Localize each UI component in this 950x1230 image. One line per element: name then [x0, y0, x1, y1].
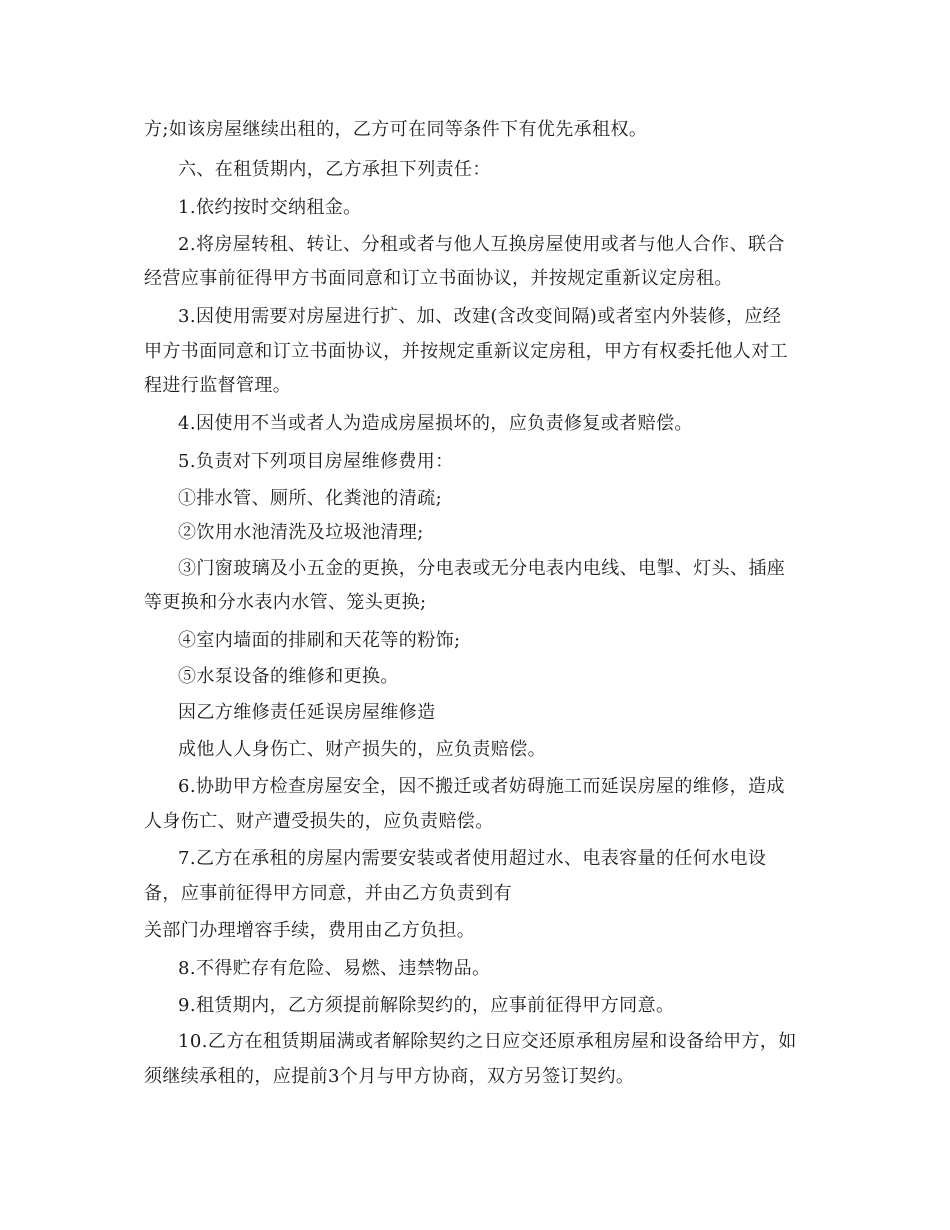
item-5: ⑤水泵设备的维修和更换。	[178, 666, 399, 687]
item-4: ④室内墙面的排刷和天花等的粉饰;	[178, 630, 461, 651]
clause-6: 6.协助甲方检查房屋安全，因不搬迁或者妨碍施工而延误房屋的维修，造成	[178, 776, 785, 797]
item-3: ③门窗玻璃及小五金的更换，分电表或无分电表内电线、电掣、灯头、插座	[178, 558, 786, 579]
section-heading-6: 六、在租赁期内，乙方承担下列责任：	[178, 159, 491, 180]
clause-4: 4.因使用不当或者人为造成房屋损坏的，应负责修复或者赔偿。	[178, 413, 693, 434]
clause-8: 8.不得贮存有危险、易燃、违禁物品。	[178, 958, 491, 979]
paragraph-line: 须继续承租的，应提前3个月与甲方协商，双方另签订契约。	[144, 1066, 635, 1087]
paragraph-line: 甲方书面同意和订立书面协议，并按规定重新议定房租，甲方有权委托他人对工	[144, 341, 788, 362]
paragraph-line: 因乙方维修责任延误房屋维修造	[178, 702, 436, 723]
clause-1: 1.依约按时交纳租金。	[178, 197, 362, 218]
clause-5: 5.负责对下列项目房屋维修费用：	[178, 451, 454, 472]
paragraph-line: 备，应事前征得甲方同意，并由乙方负责到有	[144, 883, 512, 904]
paragraph-line: 程进行监督管理。	[144, 375, 292, 396]
paragraph-line: 方;如该房屋继续出租的，乙方可在同等条件下有优先承租权。	[144, 119, 648, 140]
paragraph-line: 关部门办理增容手续，费用由乙方负担。	[144, 920, 476, 941]
paragraph-line: 经营应事前征得甲方书面同意和订立书面协议，并按规定重新议定房租。	[144, 268, 733, 289]
item-1: ①排水管、厕所、化粪池的清疏;	[178, 488, 443, 509]
paragraph-line: 人身伤亡、财产遭受损失的，应负责赔偿。	[144, 811, 494, 832]
paragraph-line: 成他人人身伤亡、财产损失的，应负责赔偿。	[178, 739, 546, 760]
clause-10: 10.乙方在租赁期届满或者解除契约之日应交还原承租房屋和设备给甲方，如	[178, 1031, 797, 1052]
clause-7: 7.乙方在承租的房屋内需要安装或者使用超过水、电表容量的任何水电设	[178, 848, 767, 869]
item-2: ②饮用水池清洗及垃圾池清理;	[178, 522, 424, 543]
clause-9: 9.租赁期内，乙方须提前解除契约的，应事前征得甲方同意。	[178, 995, 675, 1016]
clause-2: 2.将房屋转租、转让、分租或者与他人互换房屋使用或者与他人合作、联合	[178, 234, 785, 255]
paragraph-line: 等更换和分水表内水管、笼头更换;	[144, 592, 427, 613]
clause-3: 3.因使用需要对房屋进行扩、加、改建(含改变间隔)或者室内外装修，应经	[178, 306, 782, 327]
